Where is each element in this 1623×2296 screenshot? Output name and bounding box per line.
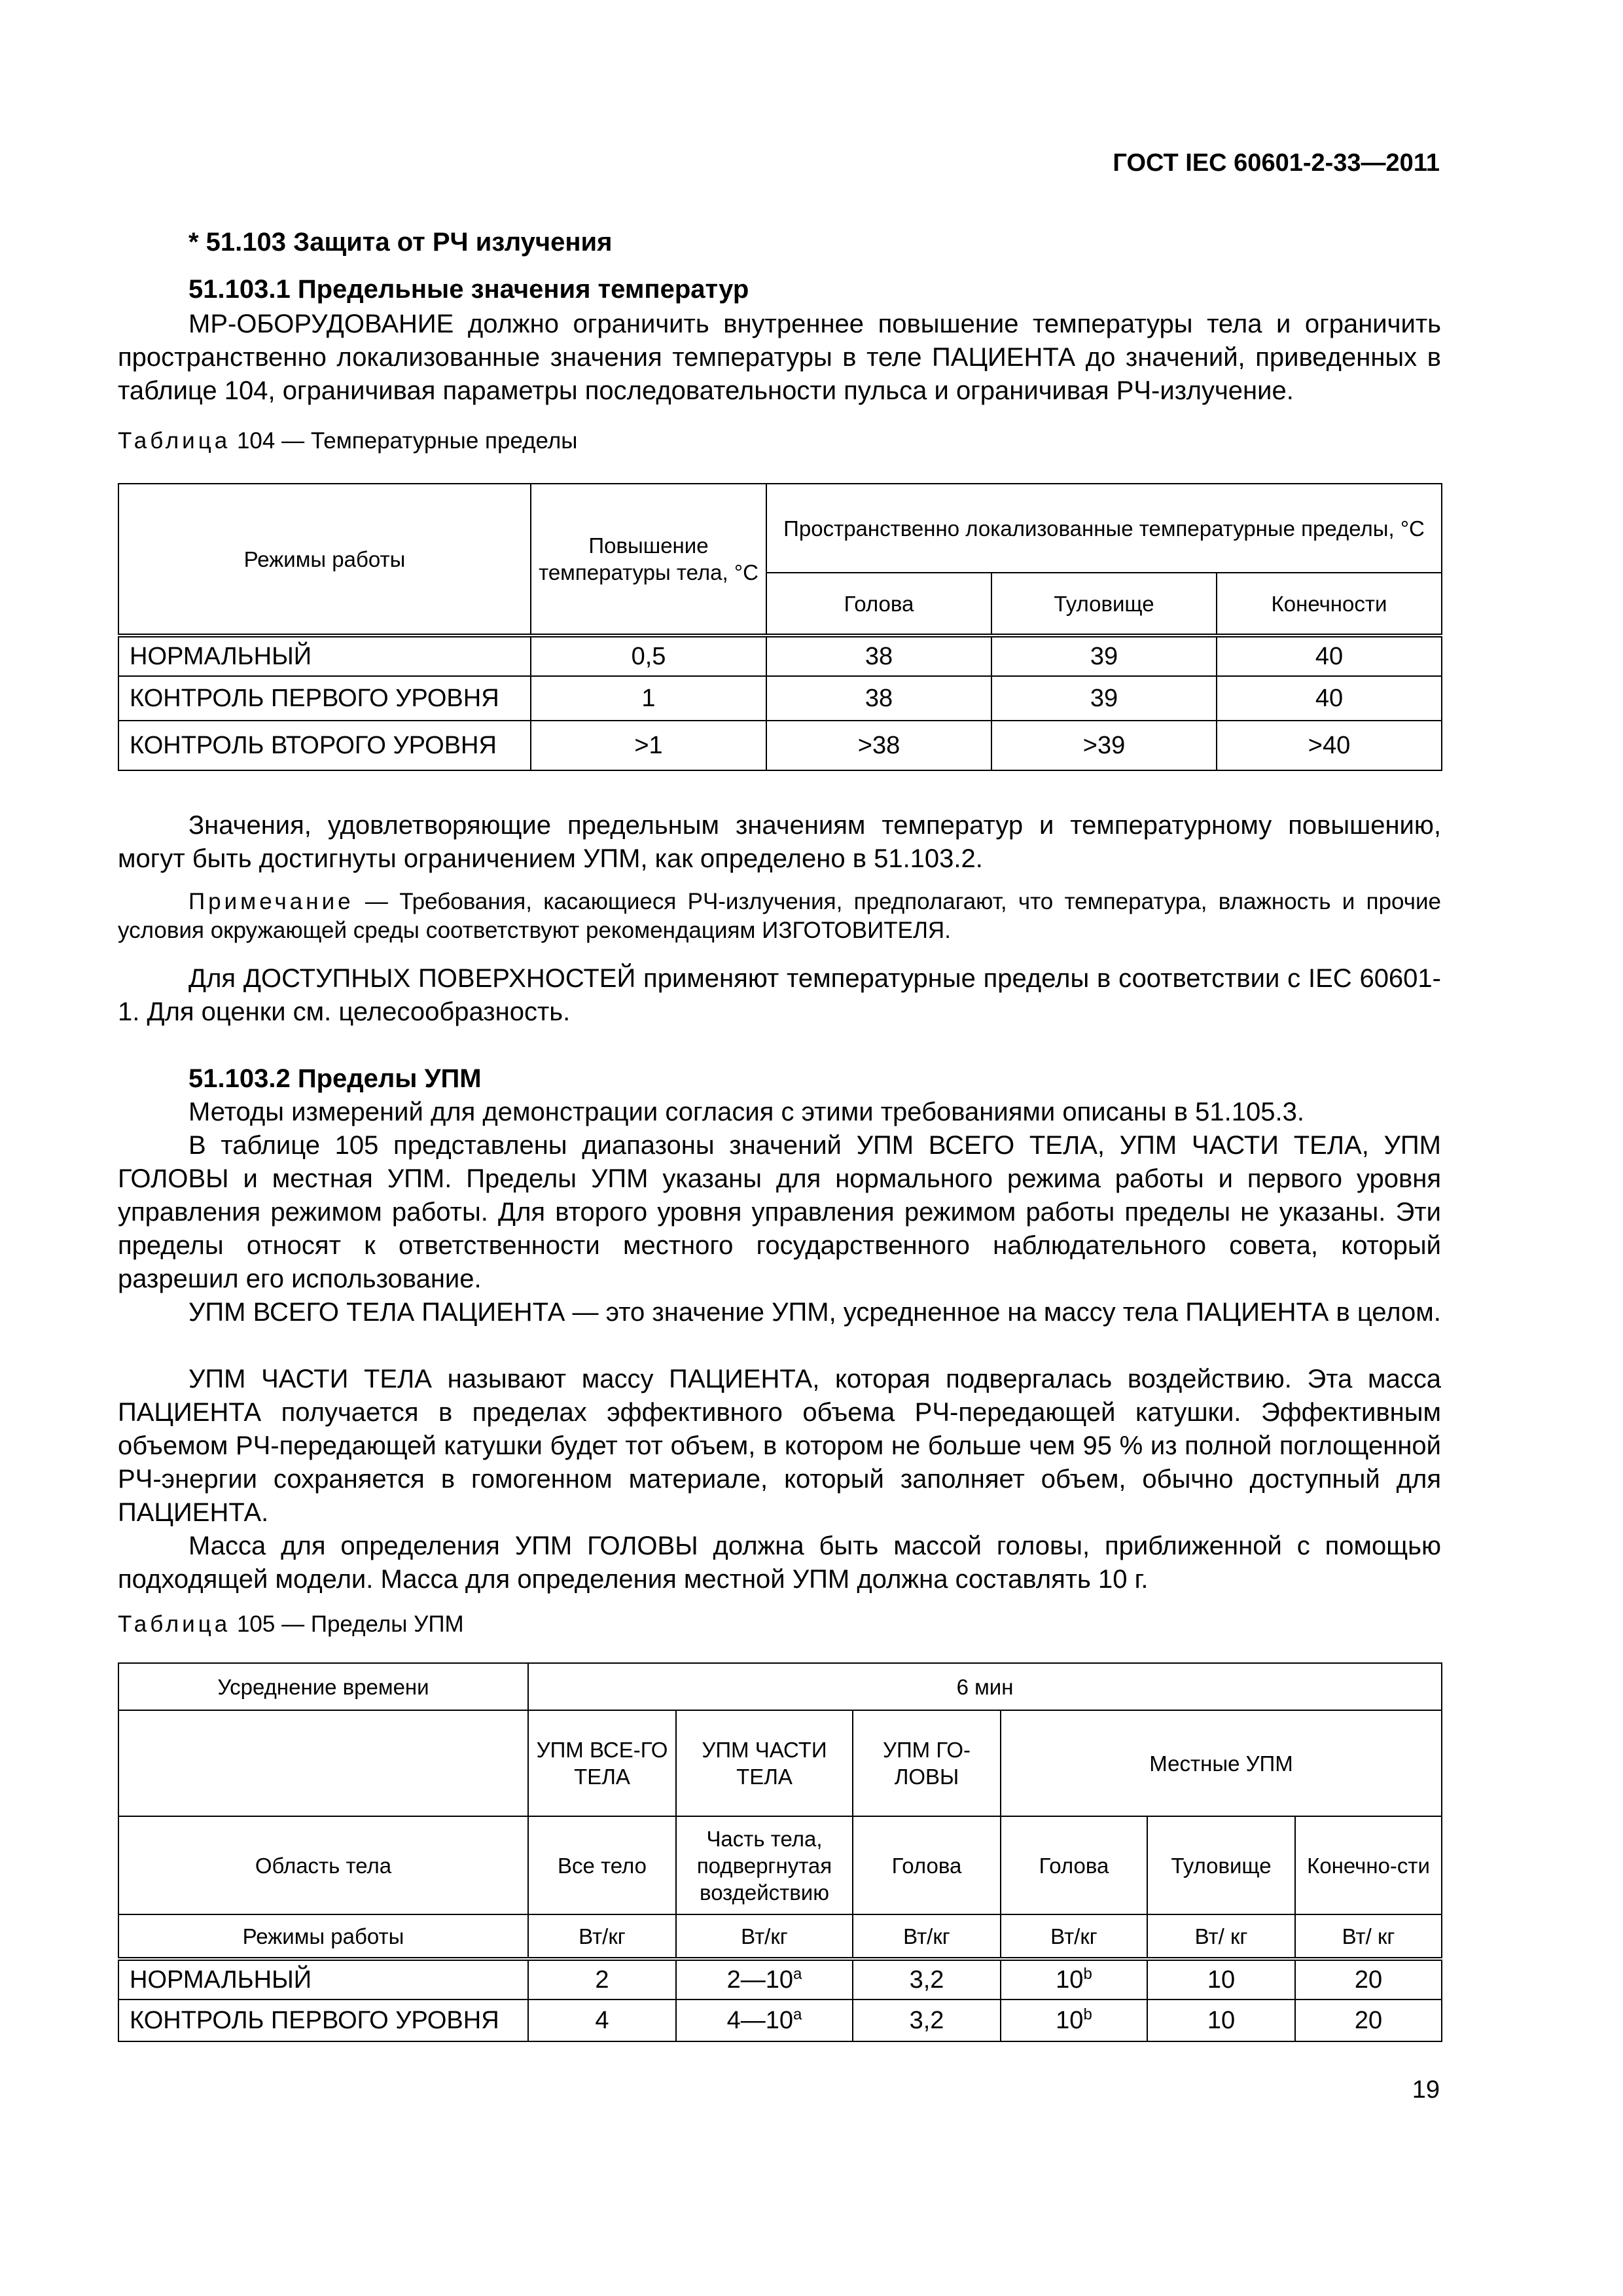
cell-mode: КОНТРОЛЬ ПЕРВОГО УРОВНЯ: [118, 676, 531, 721]
paragraph-table105-intro: В таблице 105 представлены диапазоны значений УПМ ВСЕГО ТЕЛА, УПМ ЧАСТИ ТЕЛА, УПМ ГОЛОВЫ и местная УПМ. Пределы УПМ указаны для нормального режима работы и первого уровня управления режимом работы. Для второго уровня управления режимом работы пределы не указаны. Эти пределы относят к ответственности местного государственного наблюдательного совета, который разрешил его использование.: [118, 1131, 1441, 1293]
th-partial-body-sar: УПМ ЧАСТИ ТЕЛА: [676, 1710, 853, 1816]
note-label: Примечание: [188, 889, 354, 914]
note-text: — Требования, касающиеся РЧ-излучения, предполагают, что температура, влажность и прочие условия окружающей среды соответствуют рекомендациям ИЗГОТОВИТЕЛЯ.: [118, 889, 1441, 943]
area-local-limbs: Конечно-сти: [1295, 1816, 1442, 1914]
cell-part-value: 2—10: [726, 1965, 794, 1994]
cell-rise: >1: [531, 721, 766, 770]
th-temp-rise: Повышение температуры тела, °С: [531, 484, 766, 636]
cell-local-limbs: 20: [1295, 1959, 1442, 2000]
paragraph-head-mass: Масса для определения УПМ ГОЛОВЫ должна быть массой головы, приближенной с помощью подходящей модели. Масса для определения местной УПМ должна составлять 10 г.: [118, 1532, 1441, 1594]
cell-local-head: [1001, 1959, 1147, 2000]
cell-rise: 0,5: [531, 636, 766, 676]
table-row: [118, 676, 1442, 721]
th-whole-body-sar: УПМ ВСЕ-ГО ТЕЛА: [528, 1710, 676, 1816]
unit: Вт/кг: [528, 1914, 676, 1959]
area-whole: Все тело: [528, 1816, 676, 1914]
table-row: [118, 2000, 1442, 2041]
th-time-value: 6 мин: [528, 1663, 1442, 1710]
standard-number: ГОСТ IEC 60601-2-33—2011: [1113, 149, 1440, 177]
footnote-mark: b: [1083, 2005, 1092, 2023]
note: [118, 888, 1441, 945]
th-body-area: Область тела: [118, 1816, 528, 1914]
th-time-averaging: Усреднение времени: [118, 1663, 528, 1710]
unit: Вт/кг: [853, 1914, 1001, 1959]
paragraph-partial-body: УПМ ЧАСТИ ТЕЛА называют массу ПАЦИЕНТА, которая подвергалась воздействию. Эта масса ПАЦИЕНТА получается в пределах эффективного объема РЧ-передающей катушки. Эффективным объемом РЧ-передающей катушки будет тот объем, в котором не больше чем 95 % из полной поглощенной РЧ-энергии сохраняется в гомогенном материале, который заполняет объем, обычно доступный для ПАЦИЕНТА.: [118, 1365, 1441, 1527]
th-head-sar: УПМ ГО-ЛОВЫ: [853, 1710, 1001, 1816]
table-105: [118, 1662, 1442, 2042]
table105-caption-text: 105 — Пределы УПМ: [236, 1611, 464, 1637]
cell-local-torso: 10: [1147, 2000, 1295, 2041]
footnote-mark: b: [1083, 1964, 1092, 1982]
paragraph-accessible-surfaces: Для ДОСТУПНЫХ ПОВЕРХНОСТЕЙ применяют температурные пределы в соответствии с IEC 60601-1. Для оценки см. целесообразность.: [118, 964, 1441, 1026]
th-empty: [118, 1710, 528, 1816]
table-row: [118, 636, 1442, 676]
cell-part: [676, 1959, 853, 2000]
cell-whole: 4: [528, 2000, 676, 2041]
subsection-title-sar: 51.103.2 Пределы УПМ: [188, 1064, 482, 1093]
table-row: [118, 1959, 1442, 2000]
area-local-torso: Туловище: [1147, 1816, 1295, 1914]
th-local-sar: Местные УПМ: [1001, 1710, 1442, 1816]
cell-head: 38: [766, 636, 991, 676]
th-modes: Режимы работы: [118, 1914, 528, 1959]
th-limbs: Конечности: [1217, 573, 1442, 636]
th-local-limits: Пространственно локализованные температурные пределы, °С: [766, 484, 1442, 573]
footnote-mark: a: [793, 1964, 802, 1982]
cell-torso: 39: [991, 676, 1217, 721]
table105-caption-prefix: Таблица: [118, 1611, 231, 1637]
cell-part: [676, 2000, 853, 2041]
table-row: [118, 721, 1442, 770]
cell-head: >38: [766, 721, 991, 770]
cell-local-head-value: 10: [1056, 2006, 1084, 2034]
area-part: Часть тела, подвергнутая воздействию: [676, 1816, 853, 1914]
unit: Вт/ кг: [1295, 1914, 1442, 1959]
cell-mode: КОНТРОЛЬ ПЕРВОГО УРОВНЯ: [118, 2000, 528, 2041]
cell-head: 38: [766, 676, 991, 721]
cell-mode: КОНТРОЛЬ ВТОРОГО УРОВНЯ: [118, 721, 531, 770]
cell-local-head: [1001, 2000, 1147, 2041]
cell-whole: 2: [528, 1959, 676, 2000]
footnote-mark: a: [793, 2005, 802, 2023]
paragraph-whole-body: УПМ ВСЕГО ТЕЛА ПАЦИЕНТА — это значение УПМ, усредненное на массу тела ПАЦИЕНТА в целом.: [188, 1298, 1441, 1327]
th-head: Голова: [766, 573, 991, 636]
cell-local-limbs: 20: [1295, 2000, 1442, 2041]
area-local-head: Голова: [1001, 1816, 1147, 1914]
paragraph-values-note: Значения, удовлетворяющие предельным значениям температур и температурному повышению, могут быть достигнуты ограничением УПМ, как определено в 51.103.2.: [118, 811, 1441, 873]
cell-limbs: >40: [1217, 721, 1442, 770]
cell-rise: 1: [531, 676, 766, 721]
th-torso: Туловище: [991, 573, 1217, 636]
cell-head: 3,2: [853, 1959, 1001, 2000]
cell-mode: НОРМАЛЬНЫЙ: [118, 636, 531, 676]
area-head: Голова: [853, 1816, 1001, 1914]
cell-torso: 39: [991, 636, 1217, 676]
paragraph-temperature-limits: МР-ОБОРУДОВАНИЕ должно ограничить внутреннее повышение температуры тела и ограничить пространственно локализованные значения температуры в теле ПАЦИЕНТА до значений, приведенных в таблице 104, ограничивая параметры последовательности пульса и ограничивая РЧ-излучение.: [118, 310, 1441, 405]
cell-head: 3,2: [853, 2000, 1001, 2041]
unit: Вт/кг: [676, 1914, 853, 1959]
section-title: * 51.103 Защита от РЧ излучения: [188, 228, 613, 257]
subsection-title-temperature: 51.103.1 Предельные значения температур: [188, 275, 749, 304]
cell-local-torso: 10: [1147, 1959, 1295, 2000]
page-number: 19: [1412, 2076, 1440, 2104]
paragraph-methods: Методы измерений для демонстрации согласия с этими требованиями описаны в 51.105.3.: [188, 1098, 1304, 1126]
cell-limbs: 40: [1217, 676, 1442, 721]
th-modes: Режимы работы: [118, 484, 531, 636]
table104-caption-prefix: Таблица: [118, 428, 231, 454]
cell-part-value: 4—10: [726, 2006, 794, 2034]
cell-mode: НОРМАЛЬНЫЙ: [118, 1959, 528, 2000]
cell-torso: >39: [991, 721, 1217, 770]
cell-limbs: 40: [1217, 636, 1442, 676]
table104-caption: [118, 428, 577, 454]
table-104: [118, 483, 1442, 771]
cell-local-head-value: 10: [1056, 1965, 1084, 1994]
table105-caption: [118, 1611, 464, 1638]
table104-caption-text: 104 — Температурные пределы: [236, 428, 578, 454]
unit: Вт/кг: [1001, 1914, 1147, 1959]
unit: Вт/ кг: [1147, 1914, 1295, 1959]
